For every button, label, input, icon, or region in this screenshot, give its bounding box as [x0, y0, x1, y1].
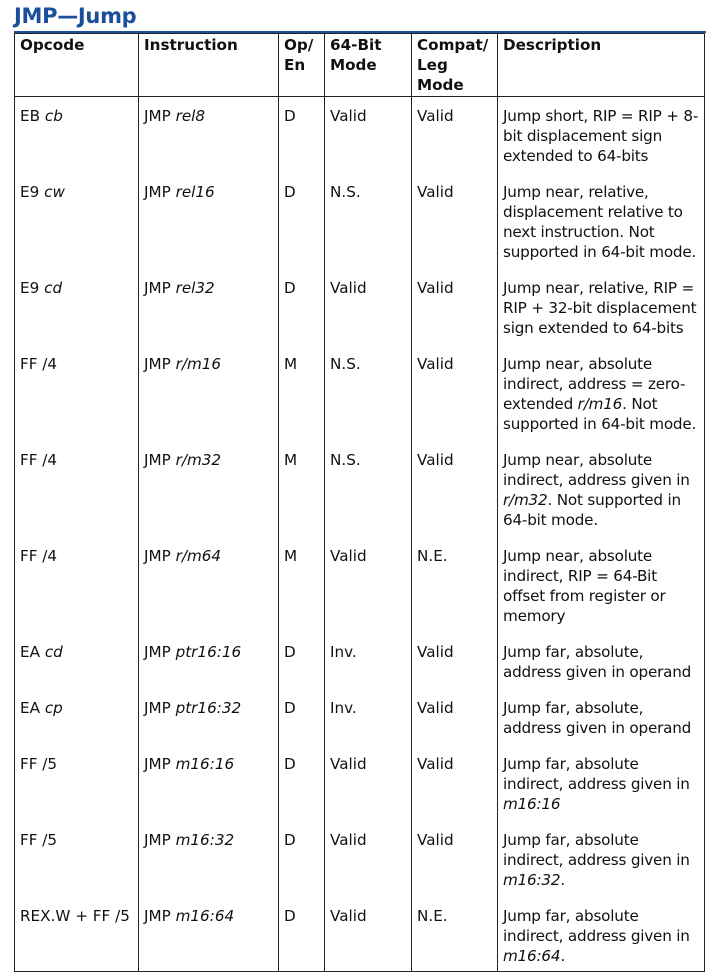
cell-opcode: E9 cw	[15, 173, 139, 269]
cell-64bit-mode: Valid	[325, 269, 412, 345]
header-op-en: Op/ En	[279, 34, 325, 97]
cell-compat-leg-mode: Valid	[412, 173, 498, 269]
cell-64bit-mode: Valid	[325, 537, 412, 633]
cell-description: Jump short, RIP = RIP + 8-bit displacement sign extended to 64-bits	[498, 97, 705, 174]
cell-op-en: D	[279, 689, 325, 745]
cell-compat-leg-mode: Valid	[412, 745, 498, 821]
cell-instruction: JMP rel16	[139, 173, 279, 269]
header-instruction: Instruction	[139, 34, 279, 97]
cell-opcode: FF /4	[15, 345, 139, 441]
table-row	[15, 745, 705, 821]
cell-instruction: JMP m16:32	[139, 821, 279, 897]
header-opcode: Opcode	[15, 34, 139, 97]
cell-64bit-mode: N.S.	[325, 441, 412, 537]
cell-compat-leg-mode: Valid	[412, 97, 498, 174]
cell-opcode: EA cd	[15, 633, 139, 689]
table-row	[15, 269, 705, 345]
cell-op-en: D	[279, 897, 325, 972]
cell-instruction: JMP rel32	[139, 269, 279, 345]
cell-compat-leg-mode: Valid	[412, 345, 498, 441]
cell-op-en: D	[279, 97, 325, 174]
instruction-table	[14, 33, 705, 972]
cell-compat-leg-mode: Valid	[412, 441, 498, 537]
cell-description: Jump near, absolute indirect, address given in r/m32. Not supported in 64-bit mode.	[498, 441, 705, 537]
cell-op-en: M	[279, 441, 325, 537]
cell-opcode: FF /4	[15, 441, 139, 537]
table-row	[15, 689, 705, 745]
page-title: JMP—Jump	[14, 4, 137, 28]
cell-64bit-mode: Valid	[325, 97, 412, 174]
table-row	[15, 97, 705, 174]
table-row	[15, 441, 705, 537]
cell-64bit-mode: Valid	[325, 745, 412, 821]
header-description: Description	[498, 34, 705, 97]
table-row	[15, 897, 705, 972]
cell-compat-leg-mode: N.E.	[412, 897, 498, 972]
header-row	[15, 34, 705, 97]
table-row	[15, 537, 705, 633]
table-row	[15, 173, 705, 269]
cell-opcode: FF /5	[15, 745, 139, 821]
cell-instruction: JMP ptr16:16	[139, 633, 279, 689]
cell-64bit-mode: Valid	[325, 821, 412, 897]
cell-description: Jump near, relative, RIP = RIP + 32-bit displacement sign extended to 64-bits	[498, 269, 705, 345]
cell-64bit-mode: Inv.	[325, 633, 412, 689]
table-row	[15, 345, 705, 441]
cell-op-en: D	[279, 633, 325, 689]
cell-op-en: D	[279, 821, 325, 897]
cell-op-en: M	[279, 537, 325, 633]
cell-64bit-mode: Valid	[325, 897, 412, 972]
cell-compat-leg-mode: Valid	[412, 269, 498, 345]
cell-instruction: JMP m16:16	[139, 745, 279, 821]
cell-opcode: EA cp	[15, 689, 139, 745]
cell-instruction: JMP r/m16	[139, 345, 279, 441]
cell-description: Jump near, absolute indirect, address = zero-extended r/m16. Not supported in 64-bit mode.	[498, 345, 705, 441]
cell-description: Jump far, absolute indirect, address given in m16:32.	[498, 821, 705, 897]
cell-op-en: M	[279, 345, 325, 441]
cell-op-en: D	[279, 269, 325, 345]
cell-instruction: JMP r/m32	[139, 441, 279, 537]
table-row	[15, 821, 705, 897]
cell-description: Jump far, absolute, address given in operand	[498, 633, 705, 689]
cell-opcode: FF /5	[15, 821, 139, 897]
cell-compat-leg-mode: Valid	[412, 633, 498, 689]
table-row	[15, 633, 705, 689]
header-compat-leg-mode: Compat/ Leg Mode	[412, 34, 498, 97]
cell-description: Jump far, absolute indirect, address given in m16:64.	[498, 897, 705, 972]
cell-compat-leg-mode: Valid	[412, 689, 498, 745]
cell-opcode: EB cb	[15, 97, 139, 174]
cell-description: Jump near, relative, displacement relative to next instruction. Not supported in 64-bit mode.	[498, 173, 705, 269]
cell-compat-leg-mode: Valid	[412, 821, 498, 897]
cell-64bit-mode: Inv.	[325, 689, 412, 745]
cell-opcode: REX.W + FF /5	[15, 897, 139, 972]
cell-instruction: JMP r/m64	[139, 537, 279, 633]
cell-compat-leg-mode: N.E.	[412, 537, 498, 633]
cell-description: Jump far, absolute, address given in operand	[498, 689, 705, 745]
cell-opcode: FF /4	[15, 537, 139, 633]
cell-64bit-mode: N.S.	[325, 345, 412, 441]
cell-description: Jump near, absolute indirect, RIP = 64-Bit offset from register or memory	[498, 537, 705, 633]
cell-64bit-mode: N.S.	[325, 173, 412, 269]
cell-description: Jump far, absolute indirect, address given in m16:16	[498, 745, 705, 821]
header-64bit-mode: 64-Bit Mode	[325, 34, 412, 97]
cell-instruction: JMP ptr16:32	[139, 689, 279, 745]
cell-op-en: D	[279, 173, 325, 269]
cell-opcode: E9 cd	[15, 269, 139, 345]
cell-instruction: JMP m16:64	[139, 897, 279, 972]
cell-instruction: JMP rel8	[139, 97, 279, 174]
cell-op-en: D	[279, 745, 325, 821]
